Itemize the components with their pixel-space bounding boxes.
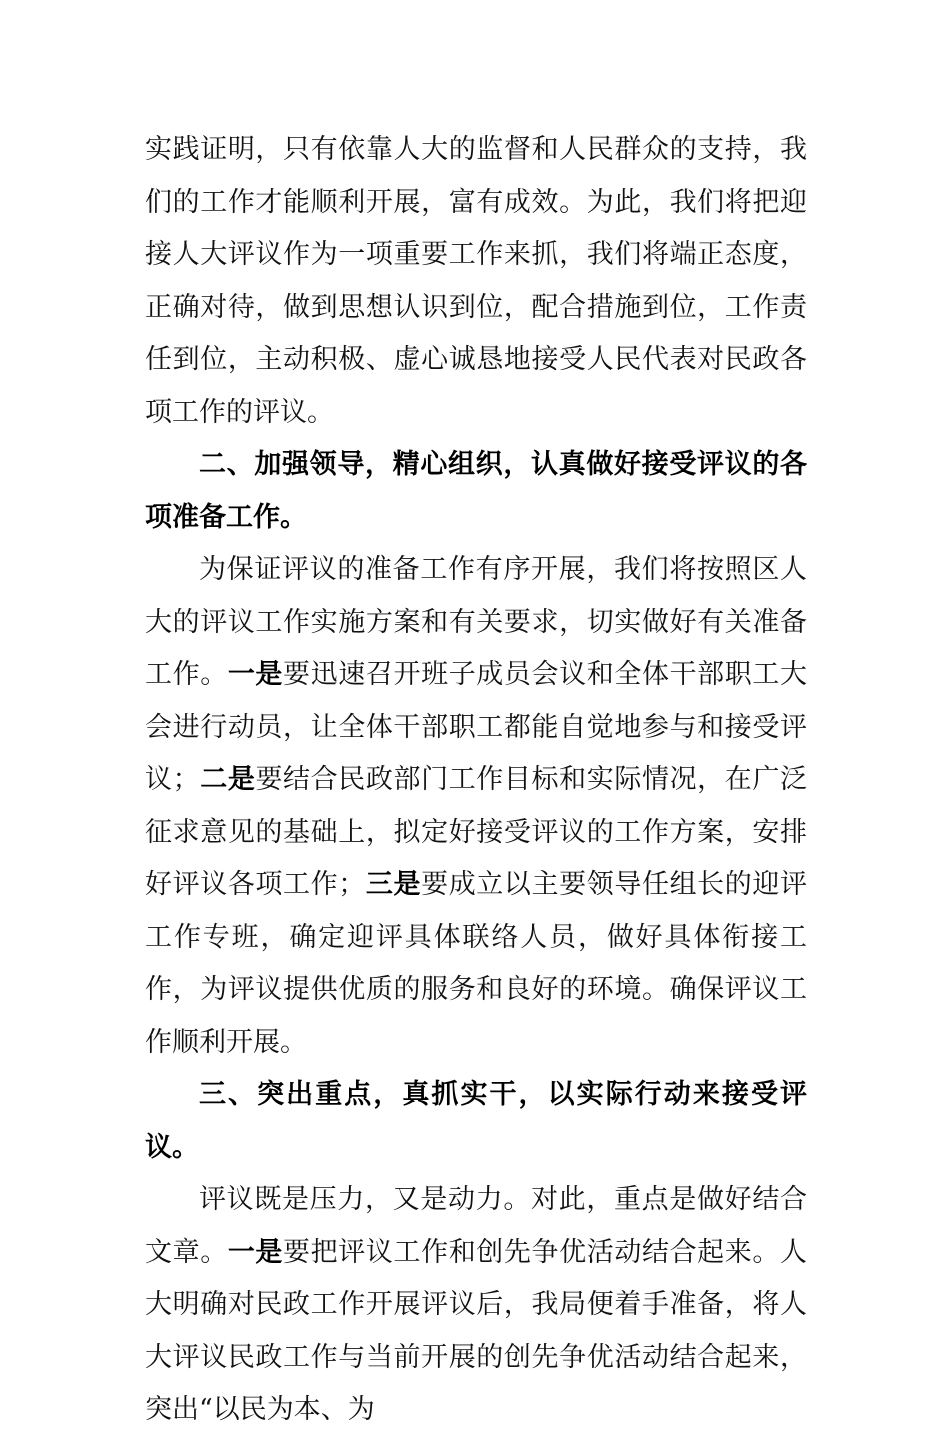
lead-first-focus: 一是 [227,1236,284,1268]
item-first-text: 要迅速召开班子成员会议和全体干部职工大会进行动员，让全体干部职工都能自觉地参与和接受评议； [145,659,808,795]
paragraph-preparation [145,544,807,1069]
lead-first: 一是 [227,659,284,690]
section-heading-2: 二、加强领导，精心组织，认真做好接受评议的各项准备工作。 [145,449,807,533]
lead-second: 二是 [199,764,256,795]
paragraph-preparation-intro: 为保证评议的准备工作有序开展，我们将按照区人大的评议工作实施方案和有关要求，切实做好有关准备工作。 [145,554,807,690]
item-first-focus-text: 要把评议工作和创先争优活动结合起来。人大明确对民政工作开展评议后，我局便着手准备，将人大评议民政工作与当前开展的创先争优活动结合起来，突出“以民为本、为 [145,1236,808,1425]
paragraph-practice-proof: 实践证明，只有依靠人大的监督和人民群众的支持，我们的工作才能顺利开展，富有成效。为此，我们将把迎接人大评议作为一项重要工作来抓，我们将端正态度，正确对待，做到思想认识到位，配合措施到位，工作责任到位，主动积极、虚心诚恳地接受人民代表对民政各项工作的评议。 [145,134,807,428]
item-third-text: 要成立以主要领导任组长的迎评工作专班，确定迎评具体联络人员，做好具体衔接工作，为评议提供优质的服务和良好的环境。确保评议工作顺利开展。 [145,869,808,1058]
paragraph-focus [145,1174,807,1437]
section-heading-3: 三、突出重点，真抓实干，以实际行动来接受评议。 [145,1079,807,1163]
item-second-text: 要结合民政部门工作目标和实际情况，在广泛征求意见的基础上，拟定好接受评议的工作方案，安排好评议各项工作； [145,764,808,900]
paragraph-focus-intro: 评议既是压力，又是动力。对此，重点是做好结合文章。 [145,1184,807,1268]
document-page [145,124,807,1437]
lead-third: 三是 [365,869,422,900]
